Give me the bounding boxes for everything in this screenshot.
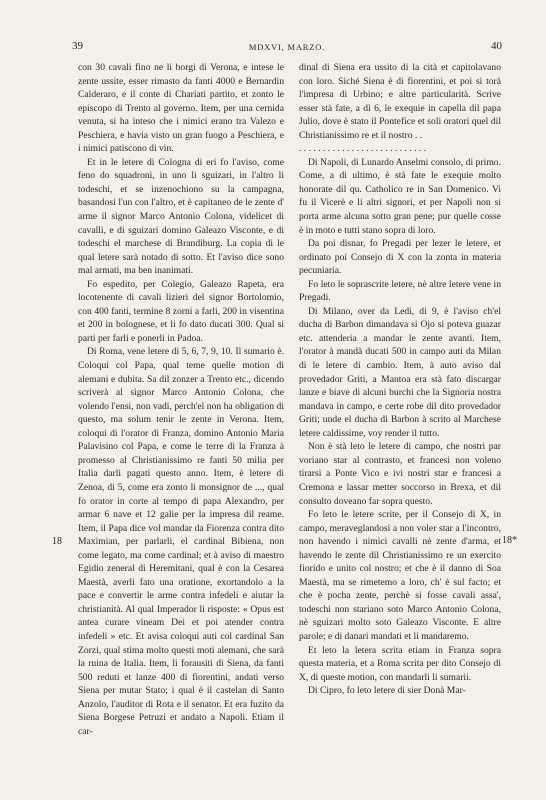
paragraph: con 30 cavali fino ne li borgi di Verona, e intese le zente ussite, esser rimasto da fanti 4000 e Bernardin Calderaro, e il conte di Chariati partito, et zonto le episcopo di Trento al governo. Item, per una cernida venuta, si ha inteso che i nimici erano tra Valezo e Peschiera, e havia visto un gran fuogo a Peschiera, e i nimici patiscono di vin.: [78, 62, 284, 155]
page-header: [72, 40, 502, 54]
paragraph: Da poi disnar, fo Pregadi per lezer le letere, et ordinato poi Consejo di X con la zonta in materia pecuniaria.: [299, 238, 501, 277]
paragraph: dinal di Siena era ussito di la cità et capitolavano con loro. Siché Siena è di fiorentini, et poi si torà l'impresa di Urbino; e altre particularità. Scrive esser stà fate, a dì 6, le exequie in capella dil papa Julio, dove è stato il Pontefice et soli oratori quel dil Christianissimo re et il nostro . .: [299, 62, 501, 141]
paragraph: Non è stà leto le letere di campo, che nostri par voriano star al contrasto, et francesi non voleno tirarsi a Ponte Vico e ivi nostri star e francesi a Cremona e lassar metter soccorso in Brexa, et dil consulto doveano far sopra questo.: [299, 441, 501, 507]
paragraph: Di Roma, vene letere di 5, 6, 7, 9, 10. Il sumario è. Coloqui col Papa, qual teme quelle motion di alemani e dubita. Sa dil zonzer a Trento etc., dicendo scriverà al signor Marco Antonio Colona, che volendo l'ensi, non vadi, perch'el non ha obligation di questo, ma solum tenir le zente in Verona. Item, coloqui di l'orator di Franza, domino Antonio Maria Palavisino col Papa, e come le terre di la Franza à promesso al Christianissimo re fanti 50 milia per Italia darli pagati questo anno. Item, è letere di Zenoa, di 5, come era zonto li monsignor de ..., qual fo orator in corte al tempo di papa Alexandro, per armar 6 nave et 12 galie per la impresa dil reame. Item, il Papa dice vol mandar da Fiorenza contra dito Maximian, per parlarli, el cardinal Bibiena, non come legato, ma come cardinal; et à aviso di maestro Egidio zeneral di Heremitani, qual è con la Cesarea Maestà, averli fato una oratione, exortandolo a la pace e convertir le arme contra infedeli e aiutar la christianità. Al qual Imperador li risposte: « Opus est antea curare vineam Dei et poi atender contra infedeli » etc. Et avisa coloqui auti col cardinal San Zorzi, qual stima molto questi moti alemani, che sarà la ruina de Italia. Item, li forausiti di Siena, da fanti 500 reduti et lanze 400 di fiorentini, andati verso Siena per mutar Stato; i qual è il castelan di Santo Anzolo, l'auditor di Rota e il senator. Et era fuzito da Siena Borgese Petruzi et andato a Napoli. Etiam il car-: [78, 346, 284, 737]
paragraph: Fo leto le letere scrite, per il Consejo di X, in campo, meraveglandosi a non voler star a l'incontro, non havendo i nimici cavalli nè zente d'arma, et havendo le zente dil Christianissimo re un exercito fiorido e unito col nostro; et che è il danno di Soa Maestà, ma se rimetemo a loro, ch' è sul facto; et che è pocha zente, perchè si fosse cavali assa', todeschi non stariano soto Marco Antonio Colona, nè sguizari molto soto Galeazo Visconte. E altre parole; e di danari mandati et li mandaremo.: [299, 509, 501, 642]
ellipsis-line: . . . . . . . . . . . . . . . . . . . . . . . . . . .: [299, 143, 427, 155]
page-number-left: 39: [72, 40, 83, 52]
paragraph: Fo leto le soprascrite letere, nè altre letere vene in Pregadi.: [299, 278, 501, 304]
paragraph: Et leto la letera scrita etiam in Franza sopra questa materia, et a Roma scrita per dito Consejo di X, di queste motion, con mandarli li sumarii.: [299, 644, 501, 683]
left-text-column: [78, 61, 284, 738]
running-title: MDXVI, MARZO.: [248, 42, 326, 52]
right-text-column: [299, 61, 501, 698]
margin-note-right: 18*: [502, 535, 517, 546]
paragraph: Di Cipro, fo leto letere di sier Donà Mar-: [308, 685, 466, 697]
paragraph: Et in le letere di Cologna di eri fo l'aviso, come feno do squadroni, in uno li sguizari, in l'altro li todeschi, et se inzenochiono su la campagna, basandosi l'un con l'altro, et è capitaneo de le zente d' arme il signor Marco Antonio Colona, videlicet di cavalli, e di sguizari domino Galeazo Visconte, e di todeschi el marchese di Brandiburg. La copia di le qual letere sarà notado di sotto. Et l'aviso dice sono mal armati, ma ben inanimati.: [78, 156, 284, 277]
paragraph: Di Napoli, di Lunardo Anselmi consolo, di primo. Come, a dì ultimo, è stà fate le exequie molto honorate dil qu. Catholico re in San Domenico. Vi fu il Vicerè e li altri signori, et per Napoli non si porta arme alcuna sotto gran pene; pur quelle cosse è in moto e tutti stano sopra di loro.: [299, 156, 501, 236]
page-number-right: 40: [491, 40, 502, 52]
paragraph: Di Milano, over da Ledi, di 9, è l'aviso ch'el ducha di Barbon dimandava si Ojo si poteva guazar etc. attenderia a mandar le zente avanti. Item, l'orator à mandà ducati 500 in campo auti da Milan di le letere di cambio. Item, à auto aviso dal provedador Griti, a Mantoa era stà fato discargar lanze e biave di alcuni burchi che la Signoria nostra mandava in campo, e certe robe dil dito provedador Griti; unde el ducha di Barbon à scrito al Marchese letere caldissime, voy render il tutto.: [299, 305, 501, 439]
paragraph: Fo espedito, per Colegio, Galeazo Rapeta, era locotenente di cavali lizieri del signor Bortolomio, con 400 fanti, termine 8 zorni a farli, 200 in visentina et 200 in bolognese, et li fo dato ducati 300. Qual si parti per farli e ponerli in Padoa.: [78, 278, 284, 344]
margin-note-left: 18: [52, 536, 62, 547]
